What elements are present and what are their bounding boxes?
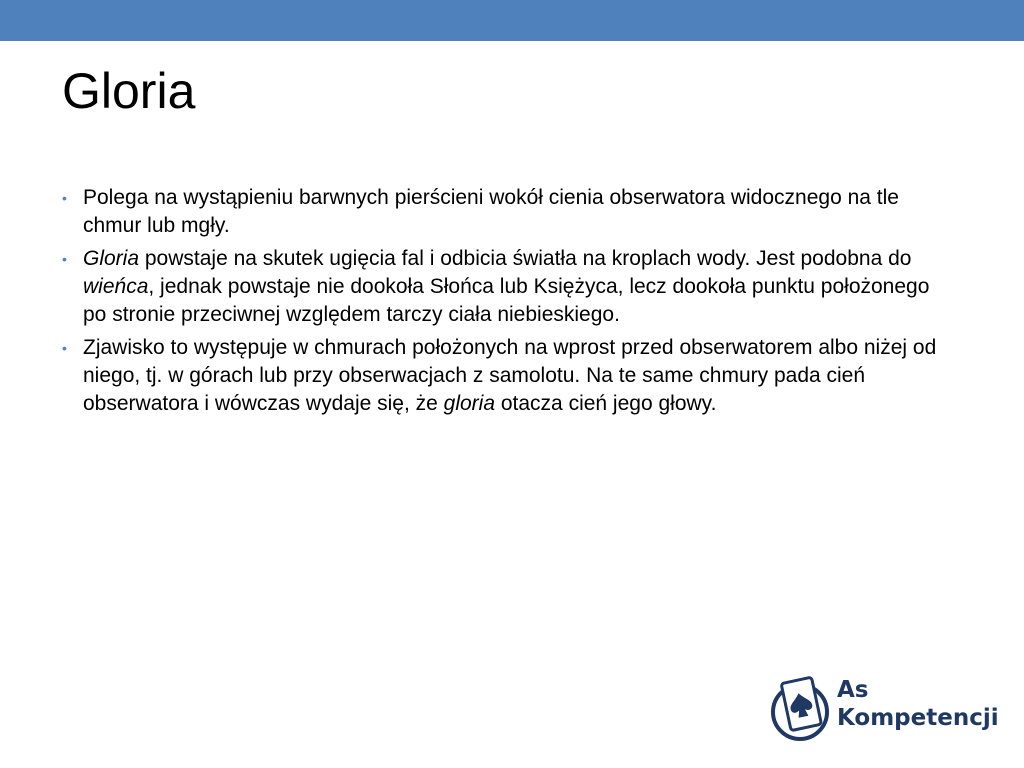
bullet-text: Polega na wystąpieniu barwnych pierścieni wokół cienia obserwatora widocznego na tle chmur lub mgły.: [83, 186, 899, 237]
bullet-text: otacza cień jego głowy.: [495, 392, 717, 415]
bullet-dot: •: [62, 340, 67, 356]
bullet-item: [58, 184, 958, 240]
header-bar: [0, 0, 1024, 41]
bullet-text: , jednak powstaje nie dookoła Słońca lub Księżyca, lecz dookoła punktu położonego po stronie przeciwnej względem tarczy ciała niebieskiego.: [83, 275, 930, 326]
bullet-item: [58, 245, 958, 329]
bullet-item: [58, 334, 958, 418]
italic-text: Gloria: [83, 247, 140, 270]
italic-text: gloria: [443, 392, 496, 415]
logo: [770, 672, 1000, 744]
logo-text-line2: Kompetencji: [837, 705, 999, 731]
slide-title: Gloria: [62, 63, 196, 119]
bullet-dot: •: [62, 251, 67, 267]
bullet-dot: •: [62, 190, 67, 206]
logo-text-line1: As: [837, 677, 869, 703]
italic-text: wieńca: [83, 275, 149, 298]
bullet-text: powstaje na skutek ugięcia fal i odbicia światła na kroplach wody. Jest podobna do: [139, 247, 912, 270]
bullet-text: Zjawisko to występuje w chmurach położonych na wprost przed obserwatorem albo niżej od niego, tj. w górach lub przy obserwacjach z samolotu. Na te same chmury pada cień obserwatora i wówczas wydaje się, że: [83, 336, 937, 415]
spade-card-icon: [770, 672, 832, 744]
bullet-list: [58, 184, 958, 423]
